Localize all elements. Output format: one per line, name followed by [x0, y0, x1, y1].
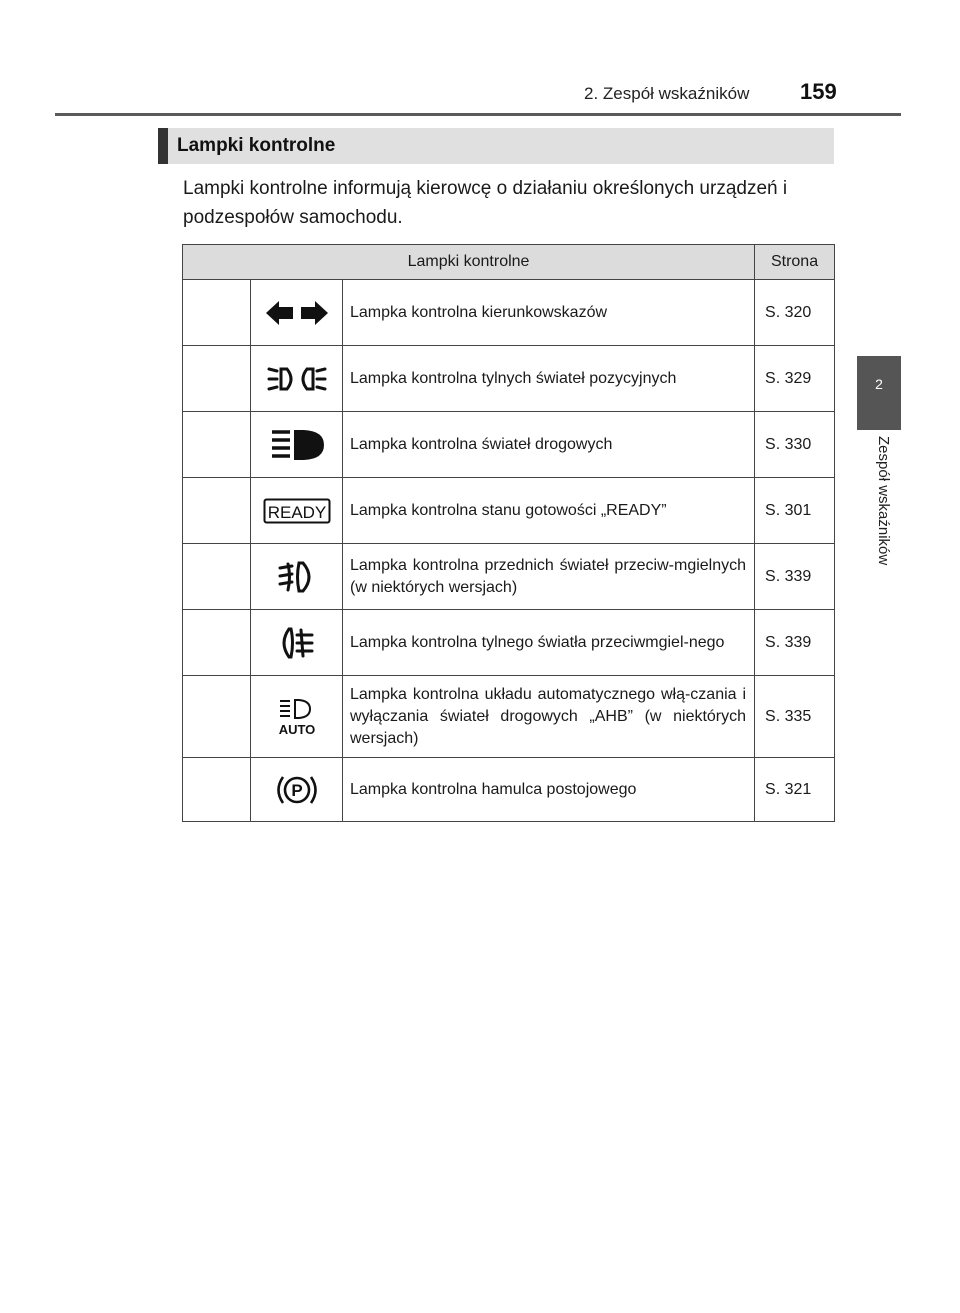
page-reference: S. 320 — [755, 280, 835, 346]
page-reference: S. 330 — [755, 412, 835, 478]
tail-lights-icon — [267, 364, 327, 394]
empty-cell — [183, 544, 251, 610]
chapter-tab-number: 2 — [875, 376, 883, 392]
icon-cell — [251, 758, 343, 822]
table-row — [183, 544, 835, 610]
empty-cell — [183, 280, 251, 346]
table-row — [183, 610, 835, 676]
icon-cell — [251, 544, 343, 610]
lamp-description: Lampka kontrolna tylnych świateł pozycyjnych — [343, 346, 755, 412]
empty-cell — [183, 610, 251, 676]
rear-fog-light-icon — [277, 626, 317, 660]
chapter-tab-label: Zespół wskaźników — [875, 436, 892, 566]
turn-signal-arrows-icon — [266, 300, 328, 326]
ready-icon-text: READY — [267, 502, 326, 522]
table-row — [183, 346, 835, 412]
empty-cell — [183, 676, 251, 758]
section-heading — [158, 128, 834, 164]
page-reference: S. 339 — [755, 610, 835, 676]
empty-cell — [183, 758, 251, 822]
auto-high-beam-icon — [276, 698, 318, 736]
page-reference: S. 321 — [755, 758, 835, 822]
ready-indicator-icon — [263, 498, 331, 524]
indicator-lamps-table — [182, 244, 835, 822]
lamp-description: Lampka kontrolna świateł drogowych — [343, 412, 755, 478]
table-row — [183, 412, 835, 478]
page-number: 159 — [800, 79, 837, 104]
lamp-description: Lampka kontrolna kierunkowskazów — [343, 280, 755, 346]
auto-icon-text: AUTO — [278, 721, 315, 736]
lamp-description: Lampka kontrolna hamulca postojowego — [343, 758, 755, 822]
parking-brake-icon — [275, 772, 319, 808]
icon-cell — [251, 610, 343, 676]
section-title: Lampki kontrolne — [177, 135, 336, 156]
table-header-row — [183, 245, 835, 280]
header-section-title: 2. Zespół wskaźników — [584, 84, 750, 103]
empty-cell — [183, 346, 251, 412]
page-reference: S. 329 — [755, 346, 835, 412]
icon-cell — [251, 676, 343, 758]
empty-cell — [183, 412, 251, 478]
table-row — [183, 676, 835, 758]
parking-brake-icon-text: P — [290, 780, 303, 800]
header-divider — [55, 113, 901, 116]
column-header-lamps: Lampki kontrolne — [183, 245, 755, 280]
icon-cell — [251, 346, 343, 412]
intro-paragraph: Lampki kontrolne informują kierowcę o działaniu określonych urządzeń i podzespołów samochodu. — [183, 178, 788, 228]
section-heading-bar — [158, 128, 168, 164]
icon-cell — [251, 412, 343, 478]
lamp-description: Lampka kontrolna stanu gotowości „READY” — [343, 478, 755, 544]
page-reference: S. 301 — [755, 478, 835, 544]
lamp-description: Lampka kontrolna układu automatycznego włą-czania i wyłączania świateł drogowych „AHB” (w niektórych wersjach) — [343, 676, 755, 758]
chapter-tab — [857, 356, 901, 430]
icon-cell — [251, 280, 343, 346]
page-reference: S. 335 — [755, 676, 835, 758]
lamp-description: Lampka kontrolna tylnego światła przeciwmgiel-nego — [343, 610, 755, 676]
high-beam-icon — [270, 429, 324, 461]
lamp-description: Lampka kontrolna przednich świateł przeciw-mgielnych (w niektórych wersjach) — [343, 544, 755, 610]
empty-cell — [183, 478, 251, 544]
table-row — [183, 478, 835, 544]
table-row — [183, 280, 835, 346]
icon-cell — [251, 478, 343, 544]
front-fog-light-icon — [277, 560, 317, 594]
column-header-page: Strona — [755, 245, 835, 280]
table-row — [183, 758, 835, 822]
page-reference: S. 339 — [755, 544, 835, 610]
